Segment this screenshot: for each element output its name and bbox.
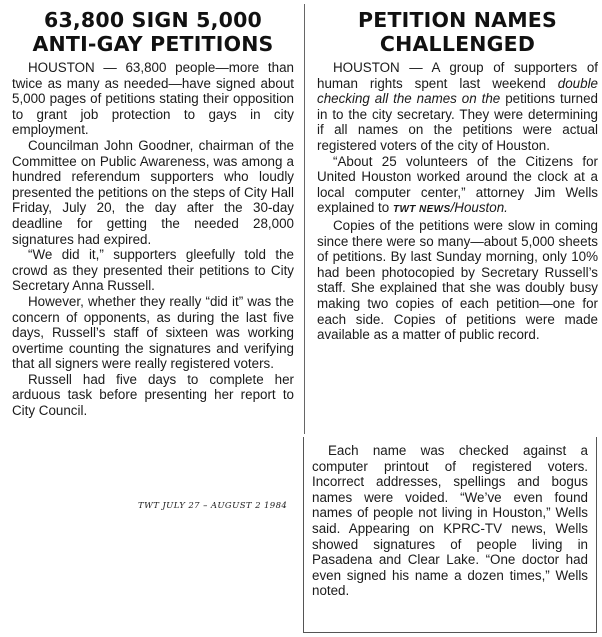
right-p2-end: /Houston.	[450, 200, 508, 216]
left-paragraph-1: HOUSTON — 63,800 people—more than twice as many as needed—have signed about 5,000 pages of petitions stating their opposition to grant job protection to gays in city employment.	[12, 60, 294, 138]
left-paragraph-4: However, whether they really “did it” was the concern of opponents, as during the last five days, Russell’s staff of sixteen was working overtime counting the signatures and verifying that all signers were really registered voters.	[12, 293, 294, 372]
right-p2-start: “About 25 volunteers of the Citizens for United Houston worked around the clock at a local computer center,” attorney Jim Wells explained to	[317, 153, 598, 216]
left-paragraph-5: Russell had five days to complete her arduous task before presenting her report to City Council.	[12, 371, 294, 419]
right-headline-line-2: CHALLENGED	[379, 32, 536, 56]
left-article-body	[12, 60, 294, 419]
right-paragraph-3: Copies of the petitions were slow in coming since there were so many—about 5,000 sheets of petitions. By last Sunday morning, only 10% had been photocopied by Secretary Russell’s staff. She explained that she was doubly busy making two copies of each petition—one for each side. Copies of petitions were made available as a matter of public record.	[317, 217, 598, 343]
right-clipping-top	[317, 4, 598, 436]
left-paragraph-3: “We did it,” supporters gleefully told the crowd as they presented their petitions to City Secretary Anna Russell.	[12, 247, 294, 294]
left-paragraph-2: Councilman John Goodner, chairman of the Committee on Public Awareness, was among a hundred referendum supporters who loudly presented the petitions on the steps of City Hall Friday, July 20, the day after the 30-day deadline for getting the needed 28,000 signatures had expired.	[12, 137, 294, 247]
column-divider	[304, 4, 305, 434]
left-headline-line-1: 63,800 SIGN 5,000	[44, 8, 262, 32]
right-paragraph-2	[317, 154, 598, 218]
left-clipping	[8, 4, 298, 526]
right-p1-end: petitions turned in to the city secretary. They were determining if all names on the petitions were actual registered voters of the city of Houston.	[317, 91, 598, 153]
left-headline	[12, 8, 294, 56]
right-p1-italic: double checking all the names on the	[317, 75, 598, 107]
right-headline-line-1: PETITION NAMES	[358, 8, 557, 32]
right-clipping-bottom	[303, 437, 597, 633]
left-headline-line-2: ANTI-GAY PETITIONS	[32, 32, 274, 56]
right-p1-start: HOUSTON — A group of supporters of human rights spent last weekend	[317, 60, 598, 91]
right-headline	[317, 8, 598, 56]
right-bottom-paragraph-1: Each name was checked against a computer printout of registered voters. Incorrect addresses, spellings and bogus names were voided. “We’ve even found names of people not living in Houston,” Wells said. Appearing on KPRC-TV news, Wells showed signatures of people living in Pasadena and Clear Lake. “One doctor had even signed his name a dozen times,” Wells noted.	[312, 443, 588, 599]
right-article-body	[317, 60, 598, 343]
source-credit: TWT JULY 27 – AUGUST 2 1984	[138, 501, 288, 511]
right-bottom-body	[304, 437, 596, 599]
right-p2-twt: TWT NEWS	[392, 204, 451, 216]
right-paragraph-1	[317, 60, 598, 154]
